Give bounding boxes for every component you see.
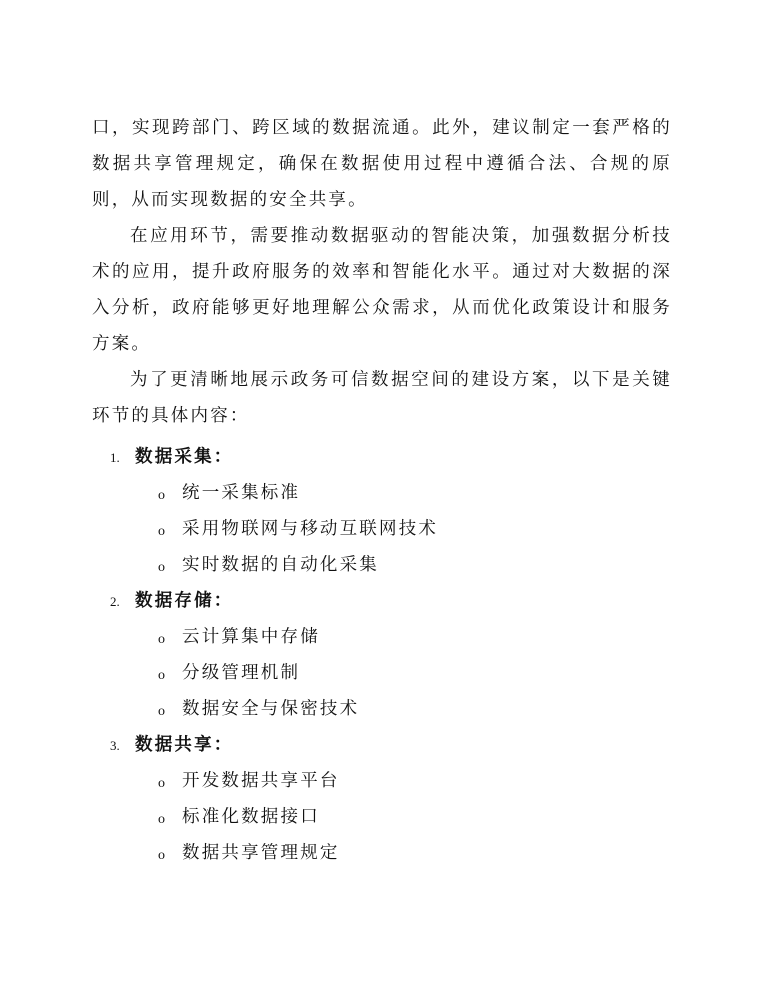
sub-item-text: 分级管理机制	[182, 663, 301, 683]
circle-bullet-icon: o	[158, 524, 165, 539]
circle-bullet-icon: o	[158, 488, 165, 503]
sub-list-item	[92, 619, 672, 655]
sub-item-text: 云计算集中存储	[182, 627, 320, 647]
list-item-data-storage	[92, 583, 672, 727]
list-number: 2.	[110, 594, 120, 609]
circle-bullet-icon: o	[158, 632, 165, 647]
list-item-data-sharing	[92, 727, 672, 871]
list-item-header	[92, 727, 672, 763]
sub-list-item	[92, 511, 672, 547]
sub-item-text: 采用物联网与移动互联网技术	[182, 519, 439, 539]
sub-item-text: 实时数据的自动化采集	[182, 555, 379, 575]
paragraph-1: 口，实现跨部门、跨区域的数据流通。此外，建议制定一套严格的数据共享管理规定，确保在数据使用过程中遵循合法、合规的原则，从而实现数据的安全共享。	[92, 118, 672, 210]
sub-list-item	[92, 799, 672, 835]
sub-item-text: 统一采集标准	[182, 483, 301, 503]
paragraph-2: 在应用环节，需要推动数据驱动的智能决策，加强数据分析技术的应用，提升政府服务的效率和智能化水平。通过对大数据的深入分析，政府能够更好地理解公众需求，从而优化政策设计和服务方案。	[92, 226, 672, 354]
sub-list-item	[92, 763, 672, 799]
list-item-title: 数据采集：	[135, 447, 234, 467]
sub-list-item	[92, 475, 672, 511]
circle-bullet-icon: o	[158, 560, 165, 575]
list-item-title: 数据共享：	[135, 735, 234, 755]
list-item-data-collection	[92, 439, 672, 583]
sub-item-text: 标准化数据接口	[182, 807, 320, 827]
sub-list-item	[92, 835, 672, 871]
sub-item-text: 数据安全与保密技术	[182, 699, 360, 719]
ordered-list	[92, 439, 672, 871]
list-item-title: 数据存储：	[135, 591, 234, 611]
list-number: 1.	[110, 450, 120, 465]
paragraph-3: 为了更清晰地展示政务可信数据空间的建设方案，以下是关键环节的具体内容：	[92, 370, 672, 426]
sub-list-item	[92, 655, 672, 691]
sub-item-text: 开发数据共享平台	[182, 771, 340, 791]
circle-bullet-icon: o	[158, 812, 165, 827]
list-number: 3.	[110, 738, 120, 753]
circle-bullet-icon: o	[158, 848, 165, 863]
circle-bullet-icon: o	[158, 704, 165, 719]
sub-item-text: 数据共享管理规定	[182, 843, 340, 863]
document-body	[92, 110, 672, 871]
circle-bullet-icon: o	[158, 776, 165, 791]
sub-list-item	[92, 547, 672, 583]
list-item-header	[92, 439, 672, 475]
list-item-header	[92, 583, 672, 619]
circle-bullet-icon: o	[158, 668, 165, 683]
sub-list-item	[92, 691, 672, 727]
